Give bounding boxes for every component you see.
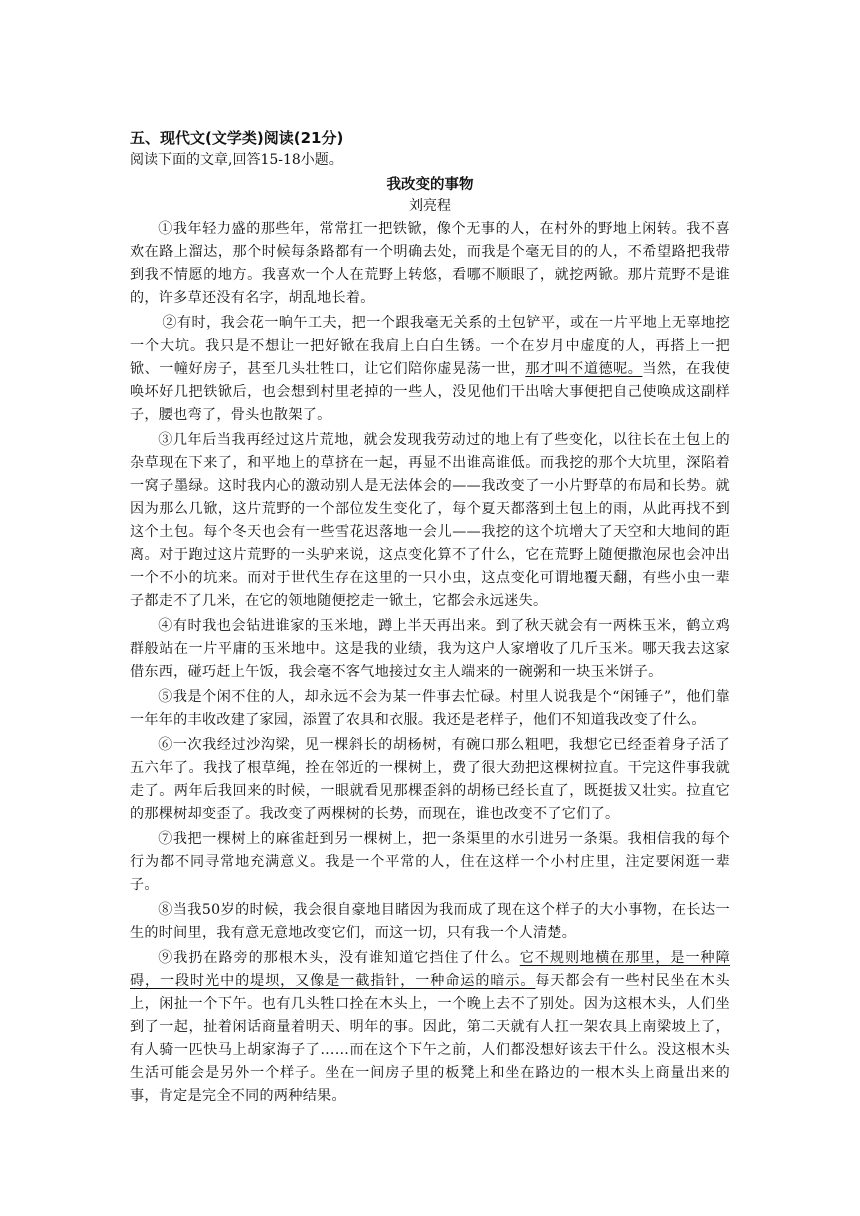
paragraph-9-text: ⑨我扔在路旁的那根木头，没有谁知道它挡住了什么。 <box>158 950 520 966</box>
paragraph-2-underlined: 那才叫不道德呢。 <box>525 361 643 377</box>
article-author: 刘亮程 <box>409 198 451 214</box>
paragraph-7: ⑦我把一棵树上的麻雀赶到另一棵树上，把一条渠里的水引进另一条渠。我相信我的每个行为都不同寻常地充满意义。我是一个平常的人，住在这样一个小村庄里，注定要闲逛一辈子。 <box>130 831 730 893</box>
paragraph-2-text: ②有时，我会花一晌午工夫，把一个跟我毫无关系的土包铲平，或在一片平地上无辜地挖一个大坑。我只是不想让一把好锨在我肩上白白生锈。一个在岁月中虚度的人，再搭上一把锨、一幢好房子，甚至几头壮牲口，让它们陪你虚晃荡一世， <box>130 315 730 377</box>
paragraph-9 <box>130 947 730 1108</box>
paragraph-1: ①我年轻力盛的那些年，常常扛一把铁锨，像个无事的人，在村外的野地上闲转。我不喜欢在路上溜达，那个时候每条路都有一个明确去处，而我是个毫无目的的人，不希望路把我带到我不情愿的地方。我喜欢一个人在荒野上转悠，看哪不顺眼了，就挖两锨。那片荒野不是谁的，许多草还没有名字，胡乱地长着。 <box>130 221 730 306</box>
reading-instruction: 阅读下面的文章,回答15-18小题。 <box>130 152 343 168</box>
section-title: 五、现代文(文学类)阅读(21分) <box>130 129 344 147</box>
paragraph-4: ④有时我也会钻进谁家的玉米地，蹲上半天再出来。到了秋天就会有一两株玉米，鹤立鸡群般站在一片平庸的玉米地中。这是我的业绩，我为这户人家增收了几斤玉米。哪天我去这家借东西，碰巧赶上午饭，我会毫不客气地接过女主人端来的一碗粥和一块玉米饼子。 <box>130 618 730 680</box>
paragraph-2-text-after: 当然，在我使唤坏好几把铁锨后，也会想到村里老掉的一些人，没见他们干出啥大事便把自己使唤成这副样子，腰也弯了，骨头也散架了。 <box>130 361 730 423</box>
paragraph-3: ③几年后当我再经过这片荒地，就会发现我劳动过的地上有了些变化，以往长在土包上的杂草现在下来了，和平地上的草挤在一起，再显不出谁高谁低。而我挖的那个大坑里，深陷着一窝子墨绿。这时我内心的激动别人是无法体会的——我改变了一小片野草的布局和长势。就因为那么几锨，这片荒野的一个部位发生变化了，每个夏天都落到土包上的雨，从此再找不到这个土包。每个冬天也会有一些雪花迟落地一会儿——我挖的这个坑增大了天空和大地间的距离。对于跑过这片荒野的一头驴来说，这点变化算不了什么，它在荒野上随便撒泡尿也会冲出一个不小的坑来。而对于世代生存在这里的一只小虫，这点变化可谓地覆天翻，有些小虫一辈子都走不了几米，在它的领地随便挖走一锨土，它都会永远迷失。 <box>130 432 730 609</box>
document-page <box>130 128 730 1110</box>
paragraph-6: ⑥一次我经过沙沟梁，见一棵斜长的胡杨树，有碗口那么粗吧，我想它已经歪着身子活了五六年了。我找了根草绳，拴在邻近的一棵树上，费了很大劲把这棵树拉直。干完这件事我就走了。两年后我回来的时候，一眼就看见那棵歪斜的胡杨已经长直了，既挺拔又壮实。拉直它的那棵树却变歪了。我改变了两棵树的长势，而现在，谁也改变不了它们了。 <box>130 737 730 822</box>
paragraph-5: ⑤我是个闲不住的人，却永远不会为某一件事去忙碌。村里人说我是个“闲锤子”，他们靠一年年的丰收改建了家园，添置了农具和衣服。我还是老样子，他们不知道我改变了什么。 <box>130 689 730 728</box>
paragraph-8: ⑧当我50岁的时候，我会很自豪地目睹因为我而成了现在这个样子的大小事物，在长达一生的时间里，我有意无意地改变它们，而这一切，只有我一个人清楚。 <box>130 902 730 941</box>
paragraph-9-underlined: 它不规则地横在那里，是一种障碍，一段时光中的堤坝，又像是一截指针，一种命运的暗示。 <box>130 950 730 989</box>
article-title: 我改变的事物 <box>386 177 474 193</box>
paragraph-2 <box>130 312 730 427</box>
paragraph-9-text-after: 每天都会有一些村民坐在木头上，闲扯一个下午。也有几头牲口拴在木头上，一个晚上去不了别处。因为这根木头，人们坐到了一起，扯着闲话商量着明天、明年的事。因此，第二天就有人扛一架农具上南梁坡上了，有人骑一匹快马上胡家海子了……而在这个下午之前，人们都没想好该去干什么。没这根木头生活可能会是另外一个样子。坐在一间房子里的板凳上和坐在路边的一根木头上商量出来的事，肯定是完全不同的两种结果。 <box>130 973 730 1104</box>
